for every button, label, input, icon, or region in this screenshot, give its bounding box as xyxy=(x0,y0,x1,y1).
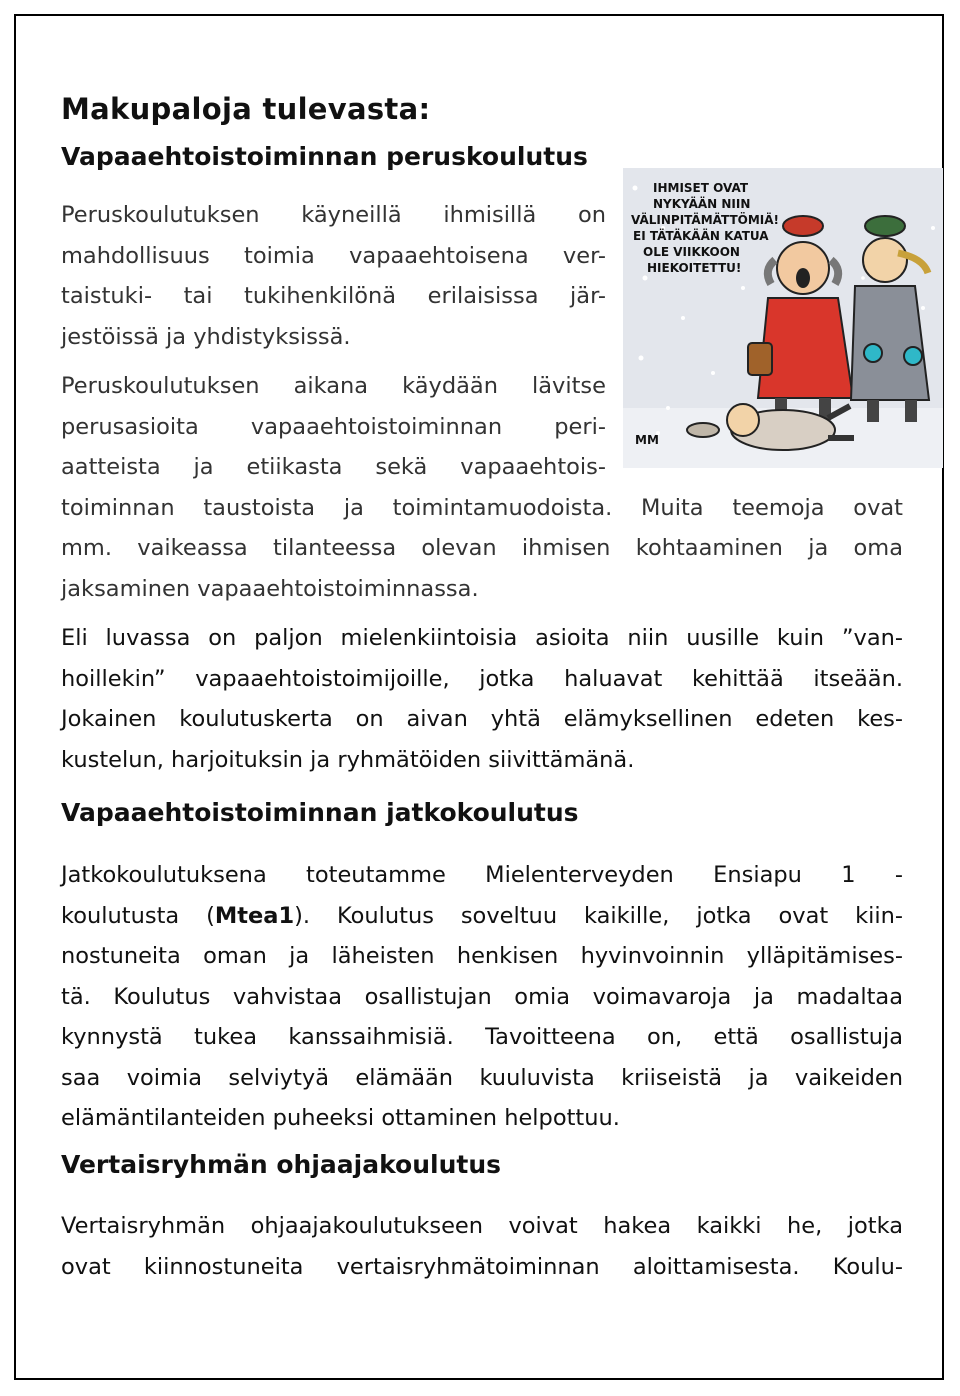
svg-text:HIEKOITETTU!: HIEKOITETTU! xyxy=(647,261,742,275)
text-line: kustelun, harjoituksin ja ryhmätöiden siivittämänä. xyxy=(61,746,635,773)
text-line: perusasioita vapaaehtoistoiminnan peri- xyxy=(61,413,606,440)
text-line xyxy=(61,896,903,937)
text-line: mm. vaikeassa tilanteessa olevan ihmisen kohtaaminen ja oma xyxy=(61,535,903,561)
text-segment: ). Koulutus soveltuu kaikille, jotka ovat kiin- xyxy=(294,902,903,929)
artist-signature: MM xyxy=(635,433,659,447)
text-line: Jokainen koulutuskerta on aivan yhtä elämyksellinen edeten kes- xyxy=(61,706,903,732)
text-line: Jatkokoulutuksena toteutamme Mielenterveyden Ensiapu 1 - xyxy=(61,862,903,888)
text-line: taistuki- tai tukihenkilönä erilaisissa jär- xyxy=(61,283,606,309)
section-heading-peruskoulutus: Vapaaehtoistoiminnan peruskoulutus xyxy=(61,142,588,171)
text-line: tä. Koulutus vahvistaa osallistujan omia voimavaroja ja madaltaa xyxy=(61,983,903,1010)
cartoon-illustration xyxy=(623,168,943,468)
paragraph-ohjaajakoulutus xyxy=(61,1206,903,1287)
paragraph-jatkokoulutus xyxy=(61,855,903,1139)
text-line: Peruskoulutuksen aikana käydään lävitse xyxy=(61,373,606,399)
section-heading-jatkokoulutus: Vapaaehtoistoiminnan jatkokoulutus xyxy=(61,798,579,827)
text-line: Eli luvassa on paljon mielenkiintoisia asioita niin uusille kuin ”van- xyxy=(61,625,903,651)
svg-text:EI TÄTÄKÄÄN KATUA: EI TÄTÄKÄÄN KATUA xyxy=(633,229,769,243)
text-line: saa voimia selviytyä elämään kuuluvista kriiseistä ja vaikeiden xyxy=(61,1064,903,1091)
text-line: aatteista ja etiikasta sekä vapaaehtois- xyxy=(61,454,606,480)
cartoon-drawing xyxy=(623,168,943,468)
svg-text:VÄLINPITÄMÄTTÖMIÄ!: VÄLINPITÄMÄTTÖMIÄ! xyxy=(631,213,780,227)
paragraph-peruskoulutus-summary xyxy=(61,618,903,780)
svg-text:IHMISET OVAT: IHMISET OVAT xyxy=(653,181,749,195)
text-line: jaksaminen vapaaehtoistoiminnassa. xyxy=(61,575,479,602)
paragraph-peruskoulutus-intro xyxy=(61,195,606,357)
text-line: Vertaisryhmän ohjaajakoulutukseen voivat hakea kaikki he, jotka xyxy=(61,1213,903,1239)
text-line: nostuneita oman ja läheisten henkisen hyvinvoinnin ylläpitämises- xyxy=(61,943,903,969)
text-line: hoillekin” vapaaehtoistoimijoille, jotka haluavat kehittää itseään. xyxy=(61,665,903,692)
text-segment: koulutusta ( xyxy=(61,902,215,929)
svg-text:OLE VIIKKOON: OLE VIIKKOON xyxy=(643,245,740,259)
svg-text:NYKYÄÄN NIIN: NYKYÄÄN NIIN xyxy=(653,197,751,211)
section-heading-ohjaajakoulutus: Vertaisryhmän ohjaajakoulutus xyxy=(61,1150,502,1179)
text-line: jestöissä ja yhdistyksissä. xyxy=(61,323,351,350)
text-line: ovat kiinnostuneita vertaisryhmätoiminnan aloittamisesta. Koulu- xyxy=(61,1253,903,1280)
text-line: toiminnan taustoista ja toimintamuodoista. Muita teemoja ovat xyxy=(61,494,903,521)
text-line: mahdollisuus toimia vapaaehtoisena ver- xyxy=(61,242,606,269)
page-title: Makupaloja tulevasta: xyxy=(61,92,431,126)
text-line: Peruskoulutuksen käyneillä ihmisillä on xyxy=(61,202,606,228)
text-line: kynnystä tukea kanssaihmisiä. Tavoitteena on, että osallistuja xyxy=(61,1024,903,1050)
course-code: Mtea1 xyxy=(214,902,295,929)
text-line: elämäntilanteiden puheeksi ottaminen helpottuu. xyxy=(61,1105,620,1131)
